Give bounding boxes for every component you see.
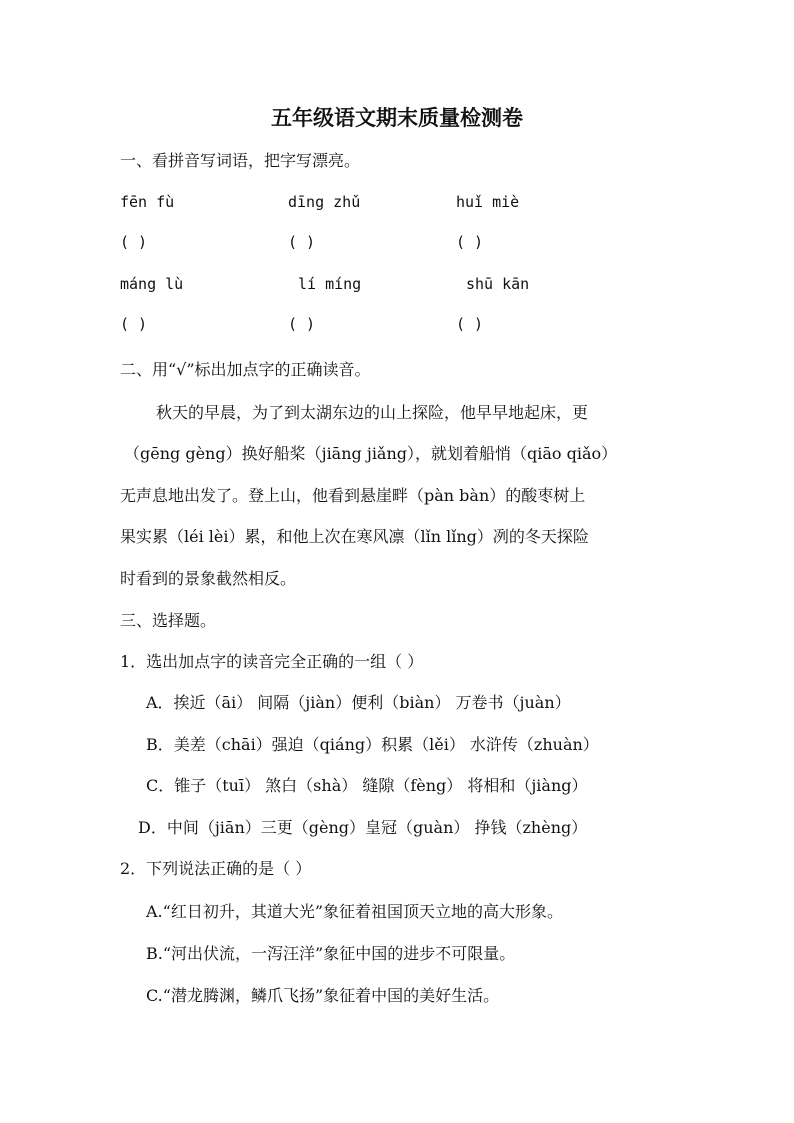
pinyin-fen-fu: fēn fù <box>120 193 175 211</box>
passage-line: （gēng gèng）换好船桨（jiāng jiǎng），就划着船悄（qiāo qiǎo） <box>124 444 618 463</box>
answer-blank[interactable]: ( ) <box>120 315 148 333</box>
passage-line: 无声息地出发了。登上山，他看到悬崖畔（pàn bàn）的酸枣树上 <box>120 486 586 505</box>
question-1-option-b[interactable]: B．美差（chāi）强迫（qiáng）积累（lěi） 水浒传（zhuàn） <box>146 735 599 754</box>
question-2-option-c[interactable]: C.“潜龙腾渊，鳞爪飞扬”象征着中国的美好生活。 <box>146 986 500 1005</box>
answer-blank[interactable]: ( ) <box>456 315 484 333</box>
pinyin-li-ming: lí míng <box>298 275 362 293</box>
answer-blank[interactable]: ( ) <box>288 315 316 333</box>
question-1-stem: 1．选出加点字的读音完全正确的一组（ ） <box>120 652 424 671</box>
answer-blank[interactable]: ( ) <box>288 233 316 251</box>
answer-blank[interactable]: ( ) <box>456 233 484 251</box>
passage-line: 果实累（léi lèi）累，和他上次在寒风凛（lǐn lǐng）冽的冬天探险 <box>120 527 589 546</box>
pinyin-hui-mie: huǐ miè <box>456 193 520 211</box>
passage-line: 秋天的早晨，为了到太湖东边的山上探险，他早早地起床，更 <box>156 403 589 422</box>
question-2-option-a[interactable]: A.“红日初升，其道大光”象征着祖国顶天立地的高大形象。 <box>146 902 564 921</box>
pinyin-shu-kan: shū kān <box>466 275 530 293</box>
question-2-stem: 2．下列说法正确的是（ ） <box>120 859 312 878</box>
pinyin-ding-zhu: dīng zhǔ <box>288 193 361 211</box>
question-2-option-b[interactable]: B.“河出伏流，一泻汪洋”象征中国的进步不可限量。 <box>146 944 516 963</box>
section1-heading: 一、看拼音写词语，把字写漂亮。 <box>120 151 361 170</box>
question-1-option-a[interactable]: A．挨近（āi） 间隔（jiàn）便利（biàn） 万卷书（juàn） <box>146 693 571 712</box>
pinyin-mang-lu: máng lù <box>120 275 184 293</box>
section2-heading: 二、用“√”标出加点字的正确读音。 <box>120 360 371 379</box>
page-title: 五年级语文期末质量检测卷 <box>271 106 523 130</box>
section3-heading: 三、选择题。 <box>120 611 217 630</box>
question-1-option-d[interactable]: D．中间（jiān）三更（gèng）皇冠（guàn） 挣钱（zhèng） <box>138 818 588 837</box>
passage-line: 时看到的景象截然相反。 <box>120 569 297 588</box>
answer-blank[interactable]: ( ) <box>120 233 148 251</box>
question-1-option-c[interactable]: C．锥子（tuī） 煞白（shà） 缝隙（fèng） 将相和（jiàng） <box>146 776 588 795</box>
